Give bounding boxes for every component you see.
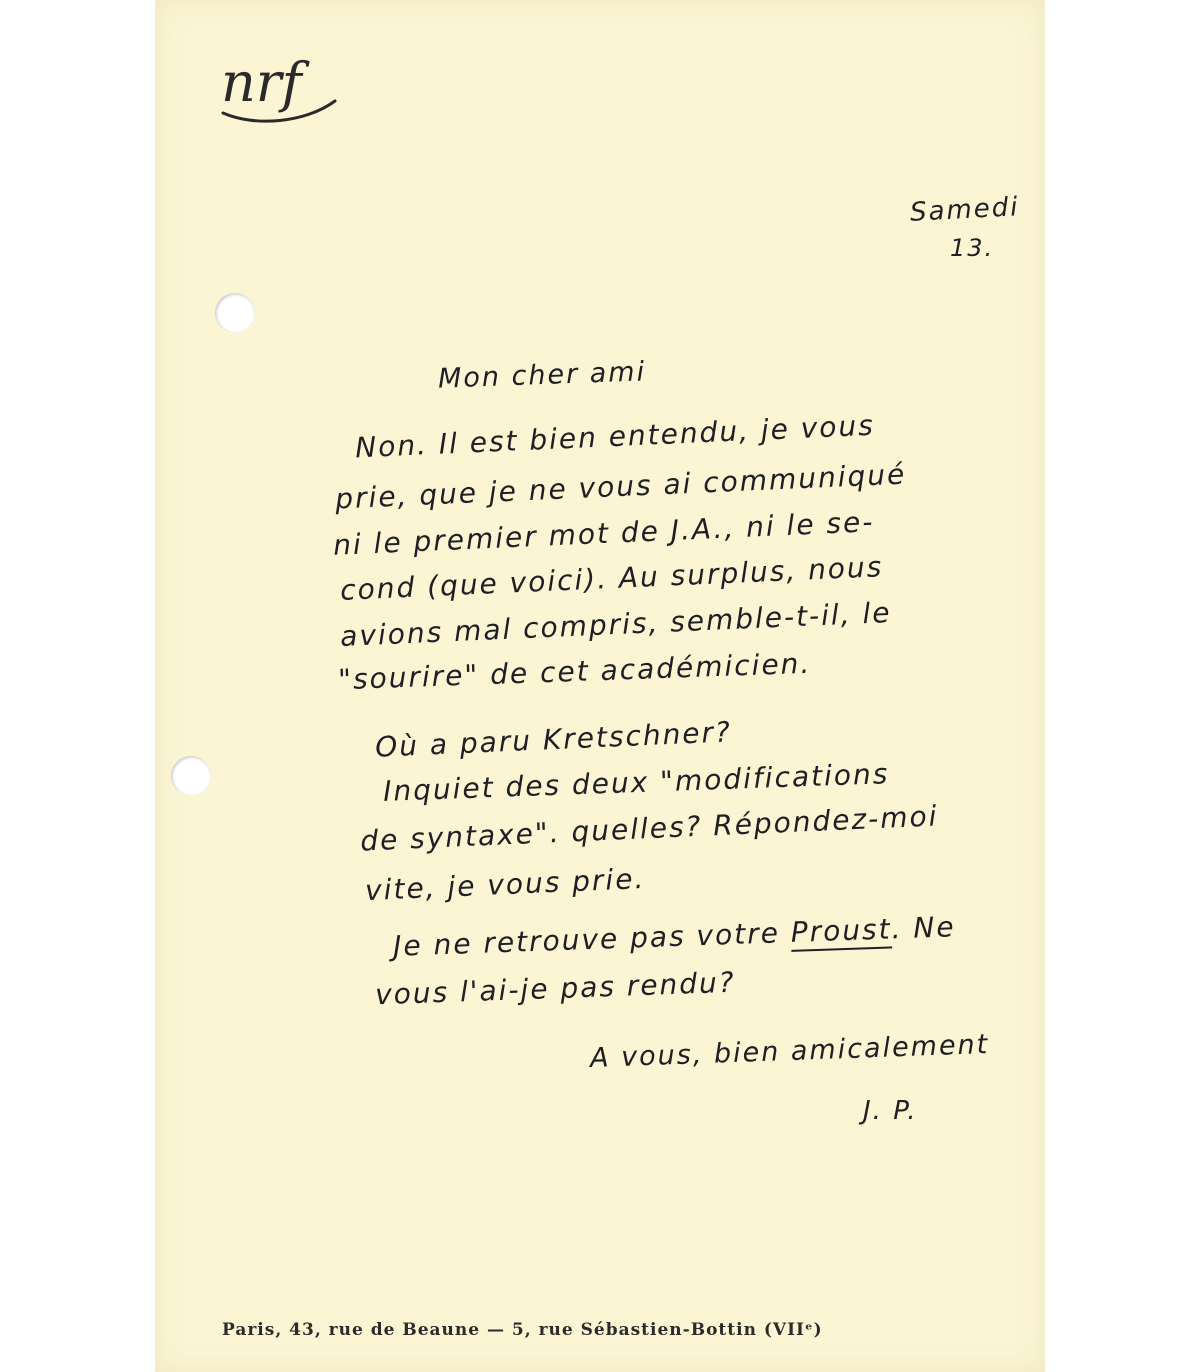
paragraph4-line: vous l'ai-je pas rendu? — [374, 965, 737, 1012]
signature: J. P. — [863, 1096, 918, 1126]
punch-hole — [215, 293, 255, 333]
letter-page — [155, 0, 1045, 1372]
logo-text: nrf — [221, 51, 302, 114]
paragraph1-line: prie, que je ne vous ai communiqué — [334, 457, 907, 516]
paragraph2-line: Où a paru Kretschner? — [374, 715, 733, 764]
paragraph4-line — [393, 910, 956, 963]
paragraph3-line: Inquiet des deux "modifications — [382, 757, 890, 808]
paragraph4-text-after: . Ne — [890, 910, 957, 946]
paragraph4-text-before: Je ne retrouve pas votre — [392, 915, 792, 963]
paragraph1-line: Non. Il est bien entendu, je vous — [354, 408, 876, 465]
paragraph3-line: de syntaxe". quelles? Répondez-moi — [359, 799, 940, 858]
paragraph1-line: cond (que voici). Au surplus, nous — [339, 550, 884, 607]
closing: A vous, bien amicalement — [589, 1029, 990, 1074]
letterhead-footer: Paris, 43, rue de Beaune — 5, rue Sébastien-Bottin (VIIᵉ) — [222, 1320, 823, 1340]
date-day: Samedi — [909, 192, 1021, 228]
punch-hole — [171, 756, 211, 796]
underlined-title: Proust — [790, 912, 893, 949]
date-number: 13. — [950, 234, 995, 262]
salutation: Mon cher ami — [437, 356, 647, 395]
paragraph1-line: "sourire" de cet académicien. — [337, 646, 812, 697]
paragraph3-line: vite, je vous prie. — [364, 861, 646, 908]
nrf-logo — [215, 45, 345, 125]
paragraph1-line: avions mal compris, semble-t-il, le — [339, 595, 893, 654]
paragraph1-line: ni le premier mot de J.A., ni le se- — [332, 505, 875, 562]
